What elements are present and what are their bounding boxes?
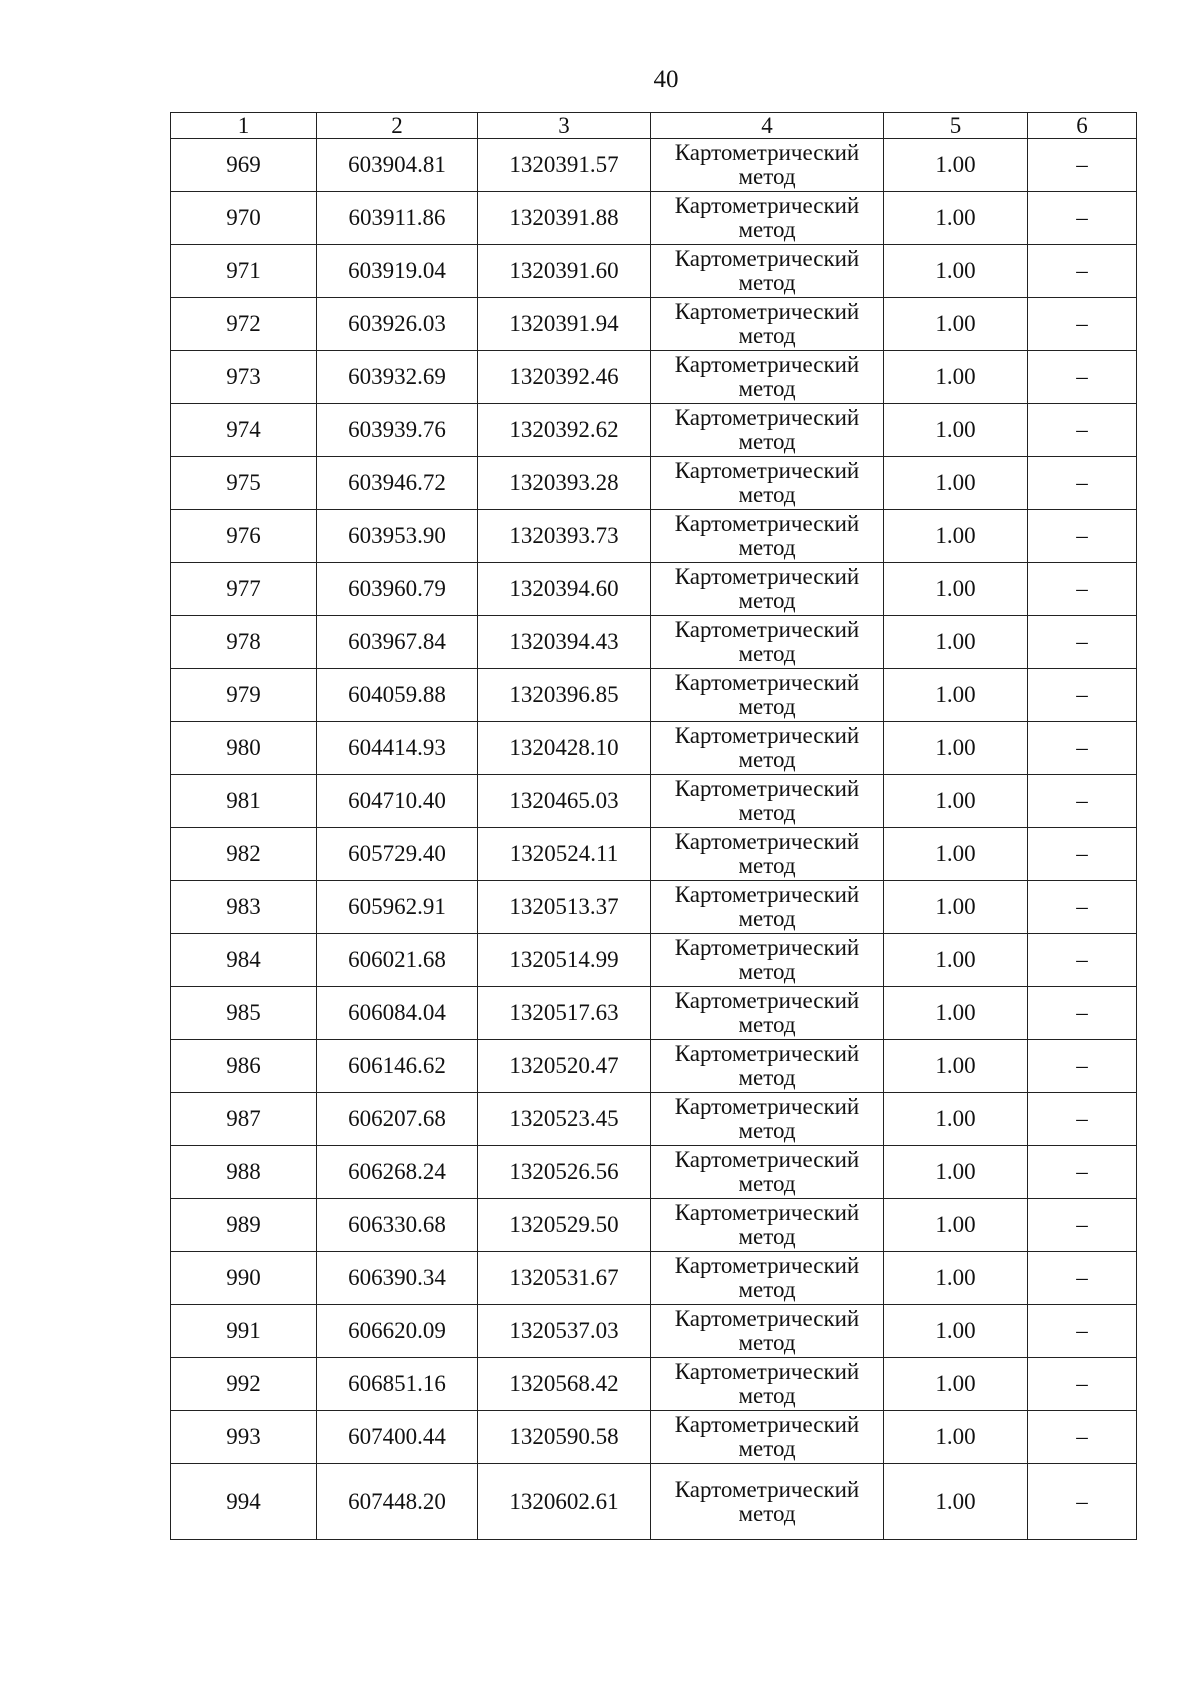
x-coordinate-cell: 603946.72 [317, 457, 478, 510]
point-number-cell: 981 [171, 775, 317, 828]
accuracy-cell: 1.00 [884, 298, 1028, 351]
method-line-2: метод [738, 641, 796, 666]
accuracy-cell: 1.00 [884, 722, 1028, 775]
method-line-1: Картометрический [674, 1094, 860, 1119]
x-coordinate-cell: 606084.04 [317, 987, 478, 1040]
note-cell: – [1028, 987, 1137, 1040]
point-number-cell: 989 [171, 1199, 317, 1252]
method-line-1: Картометрический [674, 723, 860, 748]
method-cell [651, 1040, 884, 1093]
method-line-2: метод [738, 164, 796, 189]
point-number-cell: 990 [171, 1252, 317, 1305]
y-coordinate-cell: 1320391.94 [478, 298, 651, 351]
x-coordinate-cell: 603904.81 [317, 139, 478, 192]
note-cell: – [1028, 1146, 1137, 1199]
accuracy-cell: 1.00 [884, 1252, 1028, 1305]
note-cell: – [1028, 1411, 1137, 1464]
table-header [171, 113, 1137, 139]
method-line-1: Картометрический [674, 935, 860, 960]
method-line-1: Картометрический [674, 1412, 860, 1437]
method-cell [651, 1464, 884, 1540]
y-coordinate-cell: 1320517.63 [478, 987, 651, 1040]
point-number-cell: 991 [171, 1305, 317, 1358]
point-number-cell: 970 [171, 192, 317, 245]
x-coordinate-cell: 603960.79 [317, 563, 478, 616]
method-line-2: метод [738, 323, 796, 348]
note-cell: – [1028, 404, 1137, 457]
method-cell [651, 404, 884, 457]
note-cell: – [1028, 298, 1137, 351]
accuracy-cell: 1.00 [884, 351, 1028, 404]
y-coordinate-cell: 1320524.11 [478, 828, 651, 881]
note-cell: – [1028, 934, 1137, 987]
table-row [171, 351, 1137, 404]
method-line-2: метод [738, 1436, 796, 1461]
note-cell: – [1028, 775, 1137, 828]
column-header-4: 4 [651, 113, 884, 139]
method-line-1: Картометрический [674, 988, 860, 1013]
accuracy-cell: 1.00 [884, 987, 1028, 1040]
y-coordinate-cell: 1320394.60 [478, 563, 651, 616]
table-row [171, 139, 1137, 192]
accuracy-cell: 1.00 [884, 775, 1028, 828]
point-number-cell: 977 [171, 563, 317, 616]
method-line-1: Картометрический [674, 617, 860, 642]
y-coordinate-cell: 1320428.10 [478, 722, 651, 775]
table-row [171, 881, 1137, 934]
accuracy-cell: 1.00 [884, 563, 1028, 616]
point-number-cell: 971 [171, 245, 317, 298]
accuracy-cell: 1.00 [884, 192, 1028, 245]
column-header-6: 6 [1028, 113, 1137, 139]
method-line-2: метод [738, 1012, 796, 1037]
accuracy-cell: 1.00 [884, 934, 1028, 987]
note-cell: – [1028, 1252, 1137, 1305]
y-coordinate-cell: 1320393.28 [478, 457, 651, 510]
method-line-2: метод [738, 694, 796, 719]
x-coordinate-cell: 603911.86 [317, 192, 478, 245]
accuracy-cell: 1.00 [884, 616, 1028, 669]
x-coordinate-cell: 603967.84 [317, 616, 478, 669]
method-line-2: метод [738, 1224, 796, 1249]
x-coordinate-cell: 606620.09 [317, 1305, 478, 1358]
column-header-5: 5 [884, 113, 1028, 139]
note-cell: – [1028, 139, 1137, 192]
accuracy-cell: 1.00 [884, 457, 1028, 510]
x-coordinate-cell: 605962.91 [317, 881, 478, 934]
method-cell [651, 722, 884, 775]
table-row [171, 669, 1137, 722]
method-cell [651, 1305, 884, 1358]
y-coordinate-cell: 1320568.42 [478, 1358, 651, 1411]
point-number-cell: 993 [171, 1411, 317, 1464]
method-line-2: метод [738, 588, 796, 613]
accuracy-cell: 1.00 [884, 139, 1028, 192]
method-cell [651, 1411, 884, 1464]
method-line-2: метод [738, 853, 796, 878]
table-row [171, 775, 1137, 828]
x-coordinate-cell: 604059.88 [317, 669, 478, 722]
note-cell: – [1028, 616, 1137, 669]
method-cell [651, 934, 884, 987]
method-cell [651, 828, 884, 881]
accuracy-cell: 1.00 [884, 1305, 1028, 1358]
x-coordinate-cell: 606851.16 [317, 1358, 478, 1411]
method-line-2: метод [738, 1118, 796, 1143]
table-row [171, 1146, 1137, 1199]
page-number: 40 [653, 66, 679, 93]
y-coordinate-cell: 1320391.57 [478, 139, 651, 192]
method-cell [651, 563, 884, 616]
x-coordinate-cell: 603932.69 [317, 351, 478, 404]
x-coordinate-cell: 603953.90 [317, 510, 478, 563]
method-line-1: Картометрический [674, 1476, 860, 1502]
table-row [171, 1040, 1137, 1093]
table-row [171, 510, 1137, 563]
x-coordinate-cell: 606146.62 [317, 1040, 478, 1093]
table-row [171, 298, 1137, 351]
method-line-1: Картометрический [674, 1359, 860, 1384]
y-coordinate-cell: 1320394.43 [478, 616, 651, 669]
y-coordinate-cell: 1320526.56 [478, 1146, 651, 1199]
method-line-2: метод [738, 1171, 796, 1196]
method-line-2: метод [738, 959, 796, 984]
table-row [171, 934, 1137, 987]
point-number-cell: 976 [171, 510, 317, 563]
method-cell [651, 457, 884, 510]
note-cell: – [1028, 881, 1137, 934]
note-cell: – [1028, 1093, 1137, 1146]
method-line-1: Картометрический [674, 511, 860, 536]
method-line-2: метод [738, 429, 796, 454]
method-line-1: Картометрический [674, 140, 860, 165]
table-row [171, 563, 1137, 616]
accuracy-cell: 1.00 [884, 1146, 1028, 1199]
method-cell [651, 245, 884, 298]
method-cell [651, 669, 884, 722]
note-cell: – [1028, 1305, 1137, 1358]
point-number-cell: 972 [171, 298, 317, 351]
y-coordinate-cell: 1320465.03 [478, 775, 651, 828]
method-line-1: Картометрический [674, 882, 860, 907]
method-line-1: Картометрический [674, 299, 860, 324]
y-coordinate-cell: 1320537.03 [478, 1305, 651, 1358]
method-line-2: метод [738, 1065, 796, 1090]
x-coordinate-cell: 606207.68 [317, 1093, 478, 1146]
method-line-1: Картометрический [674, 246, 860, 271]
accuracy-cell: 1.00 [884, 404, 1028, 457]
table-row [171, 1358, 1137, 1411]
table-row [171, 245, 1137, 298]
point-number-cell: 980 [171, 722, 317, 775]
table-row [171, 1411, 1137, 1464]
x-coordinate-cell: 606330.68 [317, 1199, 478, 1252]
column-header-2: 2 [317, 113, 478, 139]
accuracy-cell: 1.00 [884, 1411, 1028, 1464]
accuracy-cell: 1.00 [884, 1358, 1028, 1411]
point-number-cell: 979 [171, 669, 317, 722]
x-coordinate-cell: 607400.44 [317, 1411, 478, 1464]
accuracy-cell: 1.00 [884, 828, 1028, 881]
method-line-1: Картометрический [674, 1200, 860, 1225]
method-cell [651, 1146, 884, 1199]
method-cell [651, 1093, 884, 1146]
table-body [171, 139, 1137, 1540]
point-number-cell: 988 [171, 1146, 317, 1199]
method-line-1: Картометрический [674, 1253, 860, 1278]
note-cell: – [1028, 192, 1137, 245]
method-line-1: Картометрический [674, 1147, 860, 1172]
x-coordinate-cell: 606268.24 [317, 1146, 478, 1199]
coordinates-table [170, 112, 1137, 1540]
note-cell: – [1028, 828, 1137, 881]
method-line-1: Картометрический [674, 458, 860, 483]
y-coordinate-cell: 1320513.37 [478, 881, 651, 934]
method-cell [651, 298, 884, 351]
column-header-1: 1 [171, 113, 317, 139]
y-coordinate-cell: 1320391.60 [478, 245, 651, 298]
table-row [171, 1464, 1137, 1540]
y-coordinate-cell: 1320514.99 [478, 934, 651, 987]
accuracy-cell: 1.00 [884, 1040, 1028, 1093]
method-line-2: метод [738, 800, 796, 825]
x-coordinate-cell: 605729.40 [317, 828, 478, 881]
y-coordinate-cell: 1320392.46 [478, 351, 651, 404]
method-line-2: метод [738, 747, 796, 772]
point-number-cell: 994 [171, 1464, 317, 1540]
note-cell: – [1028, 1358, 1137, 1411]
accuracy-cell: 1.00 [884, 1199, 1028, 1252]
method-line-2: метод [738, 217, 796, 242]
method-line-1: Картометрический [674, 352, 860, 377]
note-cell: – [1028, 457, 1137, 510]
column-header-3: 3 [478, 113, 651, 139]
y-coordinate-cell: 1320602.61 [478, 1464, 651, 1540]
method-cell [651, 510, 884, 563]
y-coordinate-cell: 1320531.67 [478, 1252, 651, 1305]
method-line-2: метод [738, 376, 796, 401]
note-cell: – [1028, 1464, 1137, 1540]
y-coordinate-cell: 1320590.58 [478, 1411, 651, 1464]
table-row [171, 828, 1137, 881]
table-row [171, 987, 1137, 1040]
method-cell [651, 192, 884, 245]
point-number-cell: 984 [171, 934, 317, 987]
accuracy-cell: 1.00 [884, 669, 1028, 722]
x-coordinate-cell: 603919.04 [317, 245, 478, 298]
header-row [171, 113, 1137, 139]
method-line-1: Картометрический [674, 829, 860, 854]
accuracy-cell: 1.00 [884, 881, 1028, 934]
note-cell: – [1028, 351, 1137, 404]
note-cell: – [1028, 722, 1137, 775]
method-line-1: Картометрический [674, 670, 860, 695]
method-line-2: метод [738, 482, 796, 507]
table-row [171, 1093, 1137, 1146]
method-cell [651, 987, 884, 1040]
table-row [171, 722, 1137, 775]
method-line-1: Картометрический [674, 405, 860, 430]
y-coordinate-cell: 1320392.62 [478, 404, 651, 457]
table-row [171, 192, 1137, 245]
x-coordinate-cell: 603926.03 [317, 298, 478, 351]
point-number-cell: 985 [171, 987, 317, 1040]
x-coordinate-cell: 606021.68 [317, 934, 478, 987]
y-coordinate-cell: 1320391.88 [478, 192, 651, 245]
point-number-cell: 987 [171, 1093, 317, 1146]
point-number-cell: 983 [171, 881, 317, 934]
note-cell: – [1028, 1040, 1137, 1093]
accuracy-cell: 1.00 [884, 510, 1028, 563]
accuracy-cell: 1.00 [884, 1464, 1028, 1540]
point-number-cell: 978 [171, 616, 317, 669]
x-coordinate-cell: 606390.34 [317, 1252, 478, 1305]
table-row [171, 1199, 1137, 1252]
method-line-1: Картометрический [674, 193, 860, 218]
method-cell [651, 139, 884, 192]
method-cell [651, 1199, 884, 1252]
point-number-cell: 986 [171, 1040, 317, 1093]
point-number-cell: 992 [171, 1358, 317, 1411]
accuracy-cell: 1.00 [884, 245, 1028, 298]
x-coordinate-cell: 604710.40 [317, 775, 478, 828]
method-line-2: метод [738, 535, 796, 560]
method-line-2: метод [738, 1330, 796, 1355]
x-coordinate-cell: 607448.20 [317, 1464, 478, 1540]
method-line-1: Картометрический [674, 1041, 860, 1066]
note-cell: – [1028, 245, 1137, 298]
method-cell [651, 351, 884, 404]
method-line-2: метод [738, 1277, 796, 1302]
point-number-cell: 982 [171, 828, 317, 881]
method-line-2: метод [738, 1383, 796, 1408]
table-row [171, 1305, 1137, 1358]
method-line-2: метод [738, 1500, 796, 1526]
point-number-cell: 975 [171, 457, 317, 510]
x-coordinate-cell: 603939.76 [317, 404, 478, 457]
table-row [171, 616, 1137, 669]
table-row [171, 1252, 1137, 1305]
accuracy-cell: 1.00 [884, 1093, 1028, 1146]
x-coordinate-cell: 604414.93 [317, 722, 478, 775]
method-cell [651, 775, 884, 828]
method-line-2: метод [738, 270, 796, 295]
method-cell [651, 1252, 884, 1305]
table-row [171, 404, 1137, 457]
method-line-1: Картометрический [674, 1306, 860, 1331]
note-cell: – [1028, 1199, 1137, 1252]
method-line-2: метод [738, 906, 796, 931]
y-coordinate-cell: 1320520.47 [478, 1040, 651, 1093]
y-coordinate-cell: 1320393.73 [478, 510, 651, 563]
method-line-1: Картометрический [674, 564, 860, 589]
method-cell [651, 881, 884, 934]
point-number-cell: 969 [171, 139, 317, 192]
note-cell: – [1028, 510, 1137, 563]
method-line-1: Картометрический [674, 776, 860, 801]
point-number-cell: 974 [171, 404, 317, 457]
table-row [171, 457, 1137, 510]
point-number-cell: 973 [171, 351, 317, 404]
method-cell [651, 616, 884, 669]
note-cell: – [1028, 563, 1137, 616]
note-cell: – [1028, 669, 1137, 722]
y-coordinate-cell: 1320523.45 [478, 1093, 651, 1146]
y-coordinate-cell: 1320396.85 [478, 669, 651, 722]
method-cell [651, 1358, 884, 1411]
y-coordinate-cell: 1320529.50 [478, 1199, 651, 1252]
